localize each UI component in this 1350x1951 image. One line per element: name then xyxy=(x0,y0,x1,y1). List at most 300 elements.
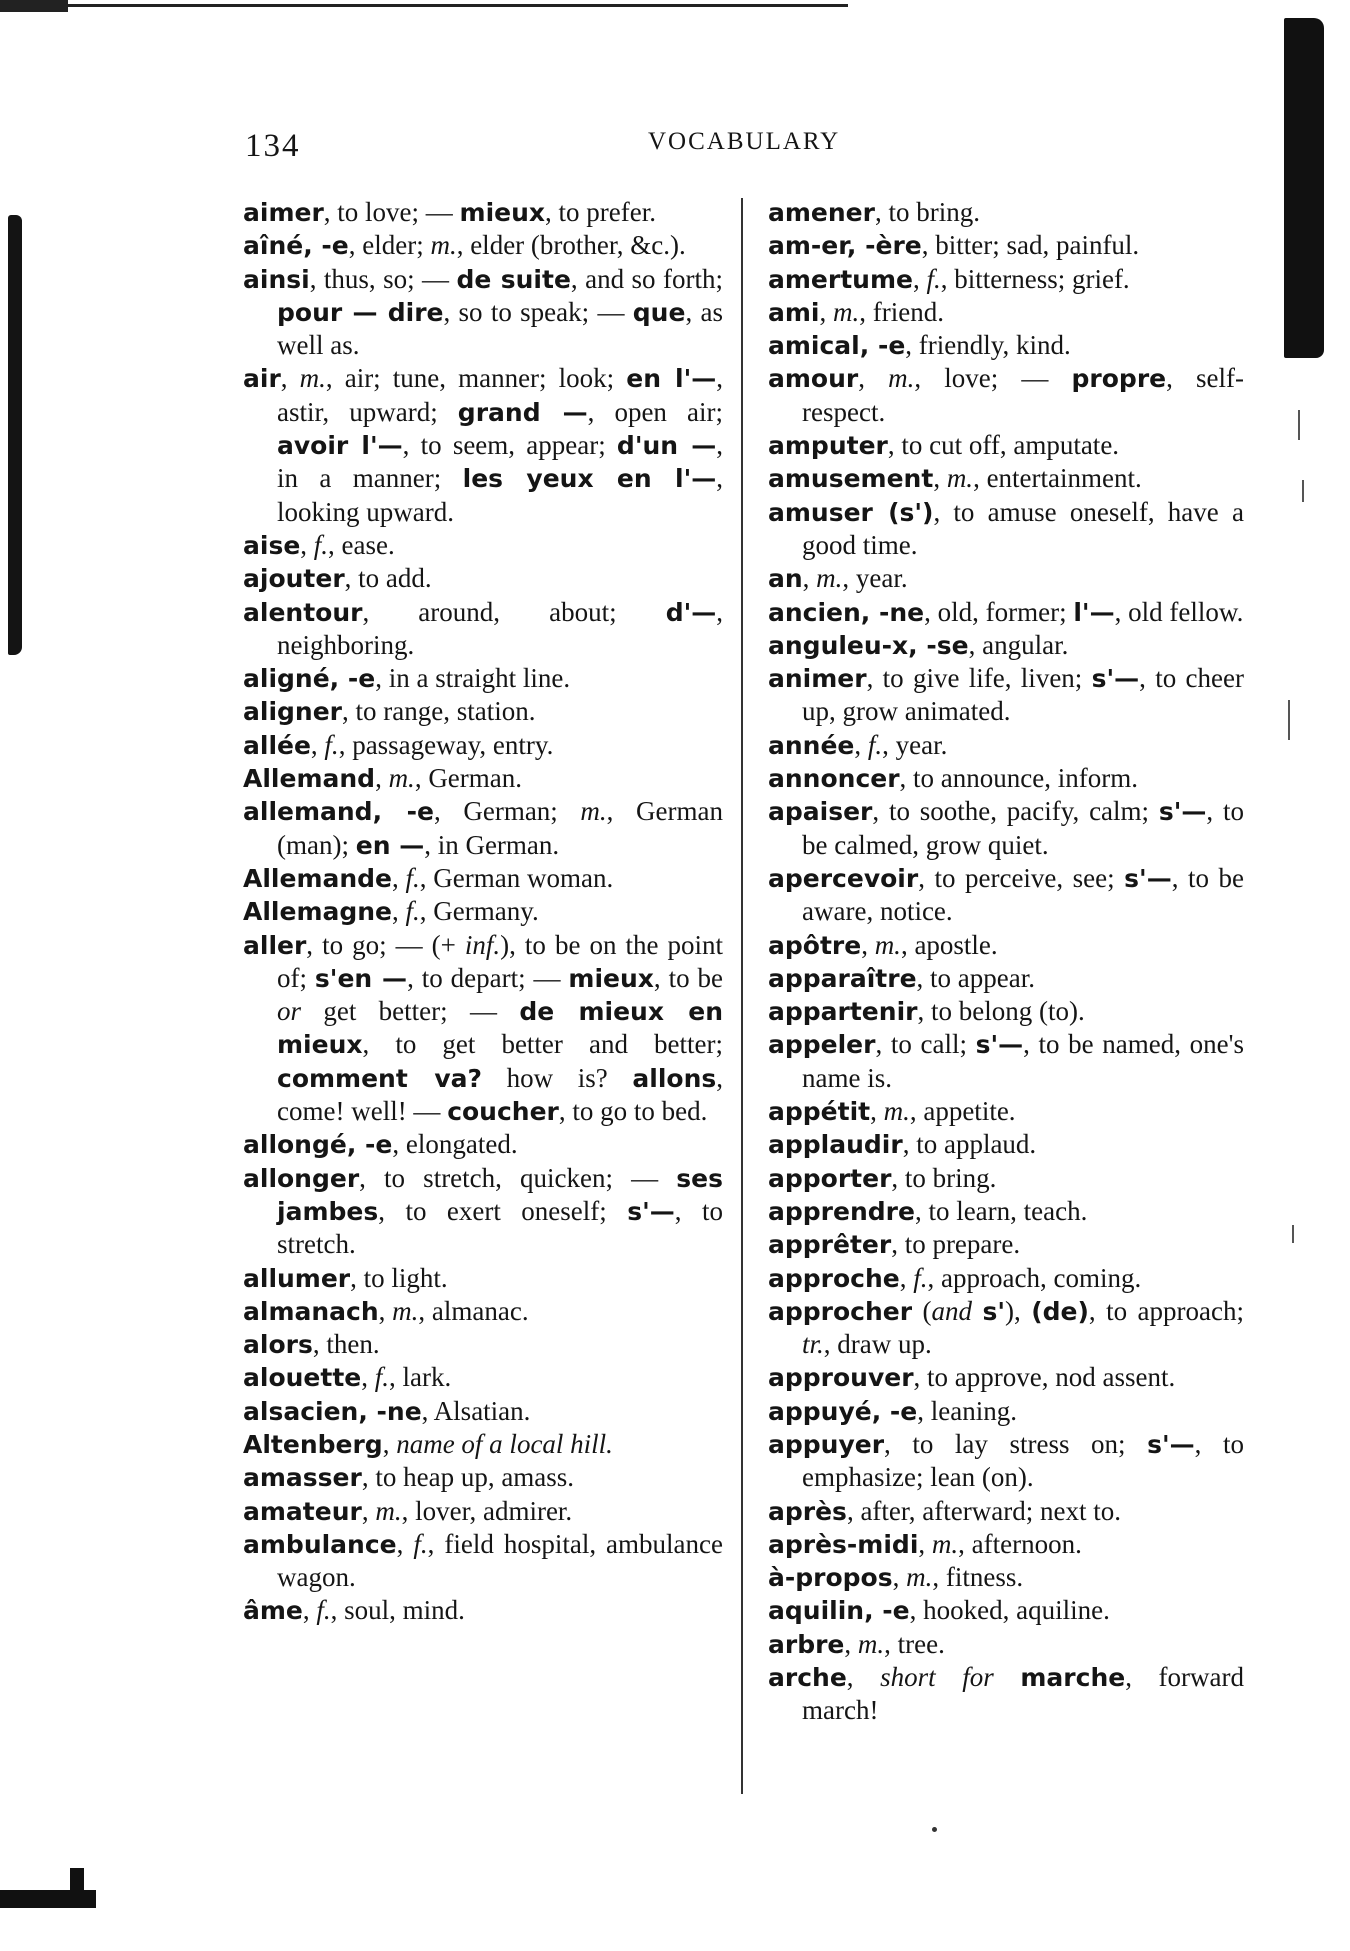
headword: approuver xyxy=(768,1363,914,1393)
headword: ainsi xyxy=(243,264,310,294)
vocab-entry xyxy=(768,1628,1244,1661)
definition-text: , almanac. xyxy=(418,1295,529,1326)
definition-text: , to be aware, notice. xyxy=(802,862,1244,927)
vocab-entry xyxy=(243,263,723,363)
italic-note: m. xyxy=(430,230,457,261)
definition-text: , come! well! — xyxy=(277,1062,724,1127)
italic-note: m. xyxy=(392,1295,419,1326)
vocab-entry xyxy=(243,362,723,528)
vocab-entry xyxy=(768,1295,1244,1362)
headword: que xyxy=(632,297,686,327)
vocab-entry xyxy=(768,263,1244,296)
definition-text: , xyxy=(819,296,833,327)
definition-text: , hooked, aquiline. xyxy=(909,1595,1110,1626)
definition-text: , approach, coming. xyxy=(927,1262,1142,1293)
vocab-entry xyxy=(243,1395,723,1428)
headword: apôtre xyxy=(768,930,862,960)
definition-text: , xyxy=(392,896,406,927)
italic-note: tr. xyxy=(802,1329,824,1360)
vocab-entry xyxy=(243,895,723,928)
vocabulary-column-left xyxy=(243,196,723,1628)
headword: aise xyxy=(243,530,301,560)
vocabulary-column-right xyxy=(768,196,1244,1728)
italic-note: m. xyxy=(833,296,860,327)
italic-note: m. xyxy=(299,363,326,394)
headword: aquilin, -e xyxy=(768,1596,910,1626)
headword: propre xyxy=(1071,364,1167,394)
definition-text: ( xyxy=(912,1295,932,1326)
definition-text: , to heap up, amass. xyxy=(361,1462,575,1493)
definition-text: , looking upward. xyxy=(277,463,723,527)
definition-text: , to be calmed, grow quiet. xyxy=(802,796,1244,860)
vocab-entry xyxy=(243,929,723,1129)
headword: Allemand xyxy=(243,764,376,794)
headword: Altenberg xyxy=(243,1429,383,1459)
definition-text: , to perceive, see; xyxy=(918,862,1125,893)
vocab-entry xyxy=(768,1095,1244,1128)
headword: allemand, -e xyxy=(243,797,434,827)
italic-note: f. xyxy=(405,896,420,927)
italic-note: m. xyxy=(857,1628,885,1659)
italic-note: m. xyxy=(946,463,974,494)
headword: alors xyxy=(243,1330,313,1360)
headword: amasser xyxy=(243,1463,362,1493)
definition-text: ), to be on the point of; xyxy=(277,929,723,993)
italic-note: short for xyxy=(880,1662,994,1693)
definition-text: , xyxy=(392,862,406,893)
headword: appétit xyxy=(768,1097,871,1127)
vocab-entry xyxy=(768,1661,1244,1728)
definition-text: , xyxy=(858,363,889,394)
vocab-entry xyxy=(768,729,1244,762)
headword: (de) xyxy=(1031,1296,1089,1326)
definition-text: , to range, station. xyxy=(342,696,536,727)
definition-text: , to go to bed. xyxy=(558,1096,708,1127)
vocab-entry xyxy=(243,1162,723,1262)
headword: de mieux en mieux xyxy=(277,997,723,1060)
headword: aller xyxy=(243,930,307,960)
definition-text: , tree. xyxy=(884,1628,945,1659)
vocab-entry xyxy=(243,729,723,762)
definition-text: , year. xyxy=(842,563,908,594)
headword: après xyxy=(768,1496,847,1526)
headword: air xyxy=(243,364,281,394)
vocab-entry xyxy=(243,1528,723,1595)
vocab-entry xyxy=(243,862,723,895)
headword: mieux xyxy=(568,963,654,993)
vocab-entry xyxy=(768,1228,1244,1261)
headword: ambulance xyxy=(243,1529,397,1559)
vocab-entry xyxy=(243,229,723,262)
definition-text: , to amuse oneself, have a good time. xyxy=(802,496,1244,560)
headword: amertume xyxy=(768,264,913,294)
headword: amuser (s') xyxy=(768,497,934,527)
definition-text: , to prefer. xyxy=(545,197,656,227)
italic-note: inf. xyxy=(464,929,501,960)
headword: amputer xyxy=(768,431,888,461)
vocab-entry xyxy=(768,629,1244,662)
definition-text: , to be xyxy=(653,962,723,993)
definition-text: , German. xyxy=(414,763,523,794)
italic-note: m. xyxy=(931,1528,959,1559)
vocab-entry xyxy=(243,196,723,229)
definition-text: , xyxy=(899,1262,914,1293)
definition-text: , so to speak; — xyxy=(443,296,633,327)
definition-text: , to bring. xyxy=(891,1162,997,1193)
definition-text: , air; tune, manner; look; xyxy=(325,363,627,394)
vocab-entry xyxy=(243,795,723,862)
headword: arbre xyxy=(768,1629,845,1659)
vocab-entry xyxy=(768,1162,1244,1195)
headword: s'— xyxy=(627,1196,675,1226)
italic-note: f. xyxy=(316,1595,331,1626)
definition-text: , in a manner; xyxy=(277,430,723,494)
definition-text: , elder (brother, &c.). xyxy=(456,230,686,261)
column-divider xyxy=(741,198,743,1794)
definition-text xyxy=(994,1662,1021,1692)
margin-mark xyxy=(1298,410,1300,440)
vocab-entry xyxy=(243,596,723,663)
definition-text: , to depart; — xyxy=(407,962,569,993)
vocab-entry xyxy=(768,1128,1244,1161)
definition-text: , elongated. xyxy=(392,1129,518,1160)
definition-text: , xyxy=(802,563,817,594)
headword: allée xyxy=(243,730,311,760)
vocab-entry xyxy=(768,296,1244,329)
definition-text: , German; xyxy=(433,796,581,827)
definition-text: , xyxy=(933,463,947,494)
vocab-entry xyxy=(243,1295,723,1328)
italic-note: f. xyxy=(926,263,941,294)
headword: appeler xyxy=(768,1030,876,1060)
definition-text: , xyxy=(870,1096,884,1127)
italic-note: f. xyxy=(405,862,420,893)
italic-note: f. xyxy=(374,1362,389,1393)
italic-note: m. xyxy=(883,1096,910,1127)
italic-note: m. xyxy=(388,763,415,794)
headword: s' xyxy=(982,1296,1006,1326)
definition-text: , in German. xyxy=(424,829,560,860)
vocab-entry xyxy=(768,1028,1244,1095)
vocab-entry xyxy=(768,429,1244,462)
vocab-entry xyxy=(243,662,723,695)
headword: mieux xyxy=(459,198,546,227)
headword: s'— xyxy=(1091,664,1140,694)
vocab-entry xyxy=(243,762,723,795)
headword: aligner xyxy=(243,697,342,727)
headword: approcher xyxy=(768,1296,913,1326)
vocab-entry xyxy=(768,1395,1244,1428)
headword: ajouter xyxy=(243,564,345,594)
definition-text: , love; — xyxy=(914,363,1072,394)
vocab-entry xyxy=(768,496,1244,563)
headword: âme xyxy=(243,1596,303,1626)
margin-mark xyxy=(1292,1225,1294,1243)
italic-note: and xyxy=(931,1295,973,1326)
vocab-entry xyxy=(768,962,1244,995)
definition-text: , self-respect. xyxy=(802,363,1244,427)
vocab-entry xyxy=(768,329,1244,362)
headword: aligné, -e xyxy=(243,664,376,694)
italic-note: name of a local hill. xyxy=(396,1428,613,1459)
definition-text: , to light. xyxy=(350,1262,448,1293)
vocab-entry xyxy=(243,562,723,595)
definition-text: , year. xyxy=(882,729,948,760)
vocab-entry xyxy=(243,1594,723,1627)
italic-note: m. xyxy=(816,563,843,594)
vocab-entry xyxy=(243,1262,723,1295)
definition-text: get better; — xyxy=(301,996,520,1027)
definition-text: , to be named, one's name is. xyxy=(802,1029,1244,1093)
headword: pour — dire xyxy=(277,297,444,327)
headword: Allemande xyxy=(243,863,393,893)
top-rule xyxy=(0,4,848,7)
definition-text: , to appear. xyxy=(916,962,1036,993)
definition-text: , and so forth; xyxy=(570,263,723,294)
definition-text: , as well as. xyxy=(277,296,723,361)
headword: an xyxy=(768,564,803,594)
italic-note: m. xyxy=(906,1562,933,1593)
headword: amusement xyxy=(768,464,934,494)
page-number: 134 xyxy=(245,128,301,164)
definition-text: , xyxy=(382,1428,397,1459)
headword: amener xyxy=(768,198,875,227)
italic-note: m. xyxy=(874,929,901,960)
headword: s'— xyxy=(975,1030,1024,1060)
definition-text: how is? xyxy=(482,1062,633,1093)
definition-text: , afternoon. xyxy=(958,1528,1082,1559)
headword: amour xyxy=(768,364,859,394)
definition-text: , neighboring. xyxy=(277,596,723,660)
headword: l'— xyxy=(1073,597,1115,627)
headword: marche xyxy=(1020,1663,1126,1693)
definition-text: , xyxy=(375,763,389,794)
headword: annoncer xyxy=(768,764,900,794)
vocab-entry xyxy=(768,995,1244,1028)
definition-text: , to prepare. xyxy=(891,1229,1021,1260)
vocab-entry xyxy=(768,1361,1244,1394)
vocab-entry xyxy=(243,1361,723,1394)
headword: d'— xyxy=(665,597,717,627)
headword: année xyxy=(768,730,855,760)
definition-text: , to stretch. xyxy=(277,1195,723,1260)
headword: apporter xyxy=(768,1163,892,1193)
headword: comment va? xyxy=(277,1063,483,1093)
definition-text: , after, afterward; next to. xyxy=(846,1495,1121,1526)
headword: animer xyxy=(768,664,867,694)
definition-text: , xyxy=(861,929,875,960)
binding-shadow-right xyxy=(1284,18,1324,358)
headword: Allemagne xyxy=(243,897,393,927)
headword: de suite xyxy=(456,264,571,294)
headword: appartenir xyxy=(768,997,918,1027)
vocab-entry xyxy=(243,1428,723,1461)
headword: les yeux en l'— xyxy=(462,464,717,494)
definition-text: , field hospital, ambulance wagon. xyxy=(277,1528,723,1593)
headword: ancien, -ne xyxy=(768,597,925,627)
italic-note: f. xyxy=(324,729,339,760)
vocab-entry xyxy=(243,1328,723,1361)
vocab-entry xyxy=(243,695,723,728)
definition-text: , passageway, entry. xyxy=(338,729,554,760)
headword: approche xyxy=(768,1263,900,1293)
definition-text: , German woman. xyxy=(419,862,614,893)
running-title: VOCABULARY xyxy=(648,128,841,155)
headword: almanach xyxy=(243,1296,379,1326)
vocab-entry xyxy=(768,1495,1244,1528)
definition-text: , draw up. xyxy=(823,1329,932,1360)
definition-text: , to give life, liven; xyxy=(866,663,1092,694)
definition-text: , xyxy=(361,1495,376,1526)
headword: amical, -e xyxy=(768,331,906,361)
headword: à-propos xyxy=(768,1563,893,1593)
headword: coucher xyxy=(447,1097,559,1127)
definition-text: , soul, mind. xyxy=(330,1595,465,1626)
headword: apprêter xyxy=(768,1230,892,1260)
vocab-entry xyxy=(768,596,1244,629)
headword: en — xyxy=(355,830,425,860)
vocab-entry xyxy=(768,762,1244,795)
definition-text: , to approve, nod assent. xyxy=(913,1362,1176,1393)
vocab-entry xyxy=(768,929,1244,962)
headword: ses jambes xyxy=(277,1163,723,1226)
definition-text: , to approach; xyxy=(1088,1295,1244,1326)
headword: apprendre xyxy=(768,1196,915,1226)
definition-text: , xyxy=(846,1662,881,1693)
definition-text: , to lay stress on; xyxy=(884,1428,1148,1459)
definition-text: , to add. xyxy=(344,563,432,594)
binding-shadow-left xyxy=(8,215,22,655)
definition-text: , to cut off, amputate. xyxy=(887,430,1120,461)
definition-text: ), xyxy=(1005,1295,1032,1326)
headword: grand — xyxy=(457,397,588,427)
headword: allonger xyxy=(243,1163,360,1193)
definition-text: , to announce, inform. xyxy=(899,763,1138,794)
vocab-entry xyxy=(768,1262,1244,1295)
definition-text: , astir, upward; xyxy=(277,363,723,427)
definition-text: , to stretch, quicken; — xyxy=(359,1162,677,1193)
definition-text: , apostle. xyxy=(900,929,998,960)
headword: s'— xyxy=(1124,863,1172,893)
definition-text: , xyxy=(892,1562,907,1593)
definition-text: , fitness. xyxy=(932,1562,1024,1593)
definition-text: , bitterness; grief. xyxy=(940,263,1130,294)
corner-blot xyxy=(0,1868,96,1910)
definition-text: , to exert oneself; xyxy=(378,1195,628,1226)
headword: apparaître xyxy=(768,963,917,993)
vocab-entry xyxy=(768,1195,1244,1228)
italic-note: f. xyxy=(913,1262,928,1293)
definition-text: , lover, admirer. xyxy=(401,1495,573,1526)
italic-note: m. xyxy=(375,1495,402,1526)
headword: anguleu-x, -se xyxy=(768,630,969,660)
italic-note: m. xyxy=(580,796,607,827)
headword: amateur xyxy=(243,1496,362,1526)
headword: s'— xyxy=(1147,1429,1195,1459)
definition-text: , to get better and better; xyxy=(362,1029,723,1060)
ink-speck xyxy=(932,1827,937,1832)
definition-text: , thus, so; — xyxy=(309,263,457,294)
italic-note: f. xyxy=(867,729,883,760)
definition-text: , Germany. xyxy=(419,896,539,927)
definition-text: , German (man); xyxy=(277,796,723,860)
headword: appuyé, -e xyxy=(768,1396,918,1426)
headword: allumer xyxy=(243,1263,351,1293)
italic-note: or xyxy=(277,996,302,1027)
definition-text: , bitter; sad, painful. xyxy=(921,230,1140,261)
italic-note: m. xyxy=(888,363,915,394)
definition-text: , xyxy=(378,1295,393,1326)
definition-text: , entertainment. xyxy=(973,463,1142,494)
headword: d'un — xyxy=(616,431,717,461)
definition-text: , xyxy=(396,1528,414,1559)
definition-text: , xyxy=(918,1528,932,1559)
vocab-entry xyxy=(768,562,1244,595)
definition-text: , ease. xyxy=(328,529,395,560)
definition-text: , to belong (to). xyxy=(917,996,1085,1027)
headword: en l'— xyxy=(626,364,717,394)
vocab-entry xyxy=(243,1128,723,1161)
headword: après-midi xyxy=(768,1529,919,1559)
definition-text: , to bring. xyxy=(874,197,980,227)
definition-text: , to emphasize; lean (on). xyxy=(802,1428,1244,1493)
definition-text: , forward march! xyxy=(802,1662,1245,1726)
definition-text: , to soothe, pacify, calm; xyxy=(872,796,1159,827)
vocab-entry xyxy=(768,229,1244,262)
headword: avoir l'— xyxy=(277,431,403,461)
definition-text: , to go; — (+ xyxy=(306,929,465,960)
headword: applaudir xyxy=(768,1130,903,1160)
headword: ami xyxy=(768,297,820,327)
vocab-entry xyxy=(768,196,1244,229)
definition-text: , xyxy=(361,1362,375,1393)
italic-note: f. xyxy=(413,1528,428,1559)
definition-text: , Alsatian. xyxy=(421,1395,531,1426)
headword: s'en — xyxy=(314,963,408,993)
headword: alouette xyxy=(243,1363,362,1393)
vocab-entry xyxy=(768,462,1244,495)
headword: aîné, -e xyxy=(243,231,349,261)
vocab-entry xyxy=(768,362,1244,429)
headword: s'— xyxy=(1158,797,1207,827)
vocab-entry xyxy=(768,662,1244,729)
headword: allongé, -e xyxy=(243,1130,393,1160)
definition-text: , old, former; xyxy=(924,596,1074,627)
margin-mark xyxy=(1288,700,1290,740)
headword: alsacien, -ne xyxy=(243,1396,422,1426)
vocab-entry xyxy=(768,1594,1244,1627)
definition-text: , to cheer up, grow animated. xyxy=(802,663,1245,727)
definition-text: , angular. xyxy=(968,629,1069,660)
definition-text: , xyxy=(280,363,300,394)
definition-text: , xyxy=(912,263,927,294)
definition-text: , xyxy=(310,729,325,760)
vocab-entry xyxy=(768,1428,1244,1495)
definition-text: , to love; — xyxy=(323,197,460,227)
definition-text: , friendly, kind. xyxy=(905,330,1071,361)
vocab-entry xyxy=(768,795,1244,862)
definition-text: , to call; xyxy=(875,1029,976,1060)
vocab-entry xyxy=(768,862,1244,929)
headword: apaiser xyxy=(768,797,873,827)
definition-text: , around, about; xyxy=(362,596,666,627)
headword: alentour xyxy=(243,597,363,627)
definition-text: , in a straight line. xyxy=(375,663,571,694)
definition-text: , old fellow. xyxy=(1114,596,1244,627)
headword: am-er, -ère xyxy=(768,231,922,261)
definition-text: , xyxy=(844,1628,858,1659)
definition-text: , xyxy=(300,529,314,560)
